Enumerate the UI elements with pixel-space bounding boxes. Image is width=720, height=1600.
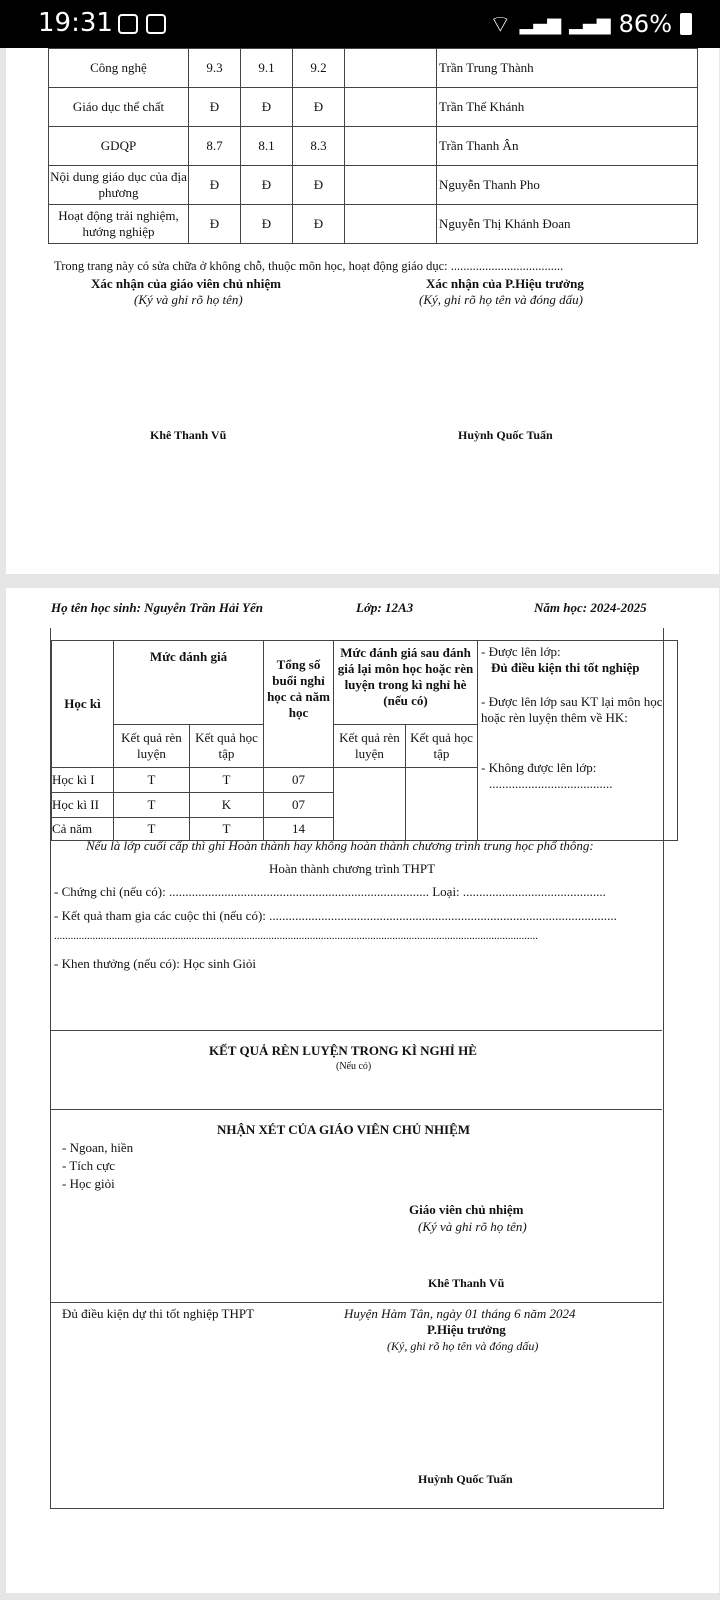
ren-luyen-cell: T (114, 793, 190, 818)
comment-item: - Học giỏi (62, 1176, 115, 1191)
hoc-tap-cell: K (190, 793, 264, 818)
score-hk1-cell: Đ (189, 88, 241, 127)
score-year-cell: Đ (293, 205, 345, 244)
principal-title: P.Hiệu trưởng (427, 1322, 506, 1337)
school-year: Năm học: 2024-2025 (534, 600, 647, 615)
certificate-line: - Chứng chỉ (nếu có): ................................................................................ Loại: ............................................ (54, 884, 606, 899)
student-name: Họ tên học sinh: Nguyễn Trần Hải Yến (51, 600, 263, 615)
gvcn-title: Giáo viên chủ nhiệm (409, 1202, 524, 1217)
summer-sub: (Nếu có) (336, 1061, 372, 1072)
teacher-cell: Trần Trung Thành (437, 49, 698, 88)
ren-luyen-cell: T (114, 768, 190, 793)
subject-row (49, 166, 698, 205)
summer-title: KẾT QUẢ RÈN LUYỆN TRONG KÌ NGHỈ HÈ (209, 1043, 477, 1058)
document-page-2[interactable] (6, 588, 719, 1593)
gallery-icon (118, 14, 138, 34)
status-right (489, 9, 692, 39)
subject-row (49, 88, 698, 127)
hoc-ki-header: Học kì (52, 641, 114, 768)
subject-name-cell: Giáo dục thể chất (49, 88, 189, 127)
ket-qua-hoc-tap-header: Kết quả học tập (190, 725, 264, 768)
retest-cell (345, 166, 437, 205)
principal-name: Huỳnh Quốc Tuấn (418, 1472, 513, 1486)
score-year-cell: Đ (293, 88, 345, 127)
score-hk2-cell: Đ (241, 166, 293, 205)
retest-cell (345, 127, 437, 166)
subject-name-cell: Công nghệ (49, 49, 189, 88)
correction-note: Trong trang này có sửa chữa ở không chỗ, thuộc môn học, hoạt động giáo dục: .................................... (54, 259, 564, 273)
subject-row (49, 127, 698, 166)
subject-name-cell: Hoạt động trải nghiệm, hướng nghiệp (49, 205, 189, 244)
ket-qua-ren-luyen-2-header: Kết quả rèn luyện (334, 725, 406, 768)
subject-name-cell: GDQP (49, 127, 189, 166)
hoc-tap-cell: T (190, 818, 264, 841)
promotion-cell (478, 641, 678, 841)
re-eval-hoc-tap-cell (406, 768, 478, 841)
score-hk2-cell: Đ (241, 205, 293, 244)
status-bar (0, 0, 720, 48)
subject-name-cell: Nội dung giáo dục của địa phương (49, 166, 189, 205)
retest-cell (345, 205, 437, 244)
left-signer: Khê Thanh Vũ (150, 428, 227, 442)
term-cell: Cả năm (52, 818, 114, 841)
ket-qua-hoc-tap-2-header: Kết quả học tập (406, 725, 478, 768)
hoc-tap-cell: T (190, 768, 264, 793)
score-year-cell: 9.2 (293, 49, 345, 88)
teacher-cell: Nguyễn Thanh Pho (437, 166, 698, 205)
subject-row (49, 205, 698, 244)
teacher-cell: Nguyễn Thị Khánh Đoan (437, 205, 698, 244)
khong-duoc-len-lop-dots: ...................................... (489, 776, 613, 791)
signal-icon: ▂▄▆ (519, 13, 562, 35)
left-confirm-title: Xác nhận của giáo viên chủ nhiệm (91, 276, 281, 291)
signal-icon-2: ▂▄▆ (569, 13, 611, 35)
muc-danh-gia-header: Mức đánh giá (114, 641, 264, 725)
status-time: 19:31 (38, 8, 113, 38)
score-year-cell: Đ (293, 166, 345, 205)
final-note: Nếu là lớp cuối cấp thì ghi Hoàn thành hay không hoàn thành chương trình trung học phổ thông: (86, 838, 594, 853)
gvcn-name: Khê Thanh Vũ (428, 1276, 505, 1290)
retest-cell (345, 88, 437, 127)
conduct-table (51, 640, 678, 841)
muc-danh-gia-sau-header: Mức đánh giá sau đánh giá lại môn học hoặc rèn luyện trong kì nghỉ hè (nếu có) (334, 641, 478, 725)
teacher-cell: Trần Thanh Ân (437, 127, 698, 166)
duoc-len-lop-sau: - Được lên lớp sau KT lại môn học hoặc rèn luyện thêm về HK: (481, 694, 663, 725)
play-icon (146, 14, 166, 34)
re-eval-ren-luyen-cell (334, 768, 406, 841)
battery-percent: 86% (618, 10, 672, 38)
right-confirm-title: Xác nhận của P.Hiệu trưởng (426, 276, 584, 291)
competition-line: - Kết quả tham gia các cuộc thi (nếu có): ........................................................................................................... (54, 908, 617, 923)
principal-sub: (Ký, ghi rõ họ tên và đóng dấu) (387, 1339, 539, 1353)
khong-duoc-len-lop: - Không được lên lớp: (481, 760, 597, 775)
divider (50, 1030, 662, 1031)
right-signer: Huỳnh Quốc Tuấn (458, 428, 553, 442)
right-confirm-sub: (Ký, ghi rõ họ tên và đóng dấu) (419, 292, 583, 307)
du-dieu-kien: Đủ điều kiện thi tốt nghiệp (491, 660, 640, 675)
completion-text: Hoàn thành chương trình THPT (269, 861, 436, 876)
subject-row (49, 49, 698, 88)
class-label: Lớp: 12A3 (356, 600, 414, 615)
term-cell: Học kì II (52, 793, 114, 818)
retest-cell (345, 49, 437, 88)
wifi-icon: ⌔ (489, 10, 512, 38)
comment-item: - Tích cực (62, 1158, 116, 1173)
comment-title: NHẬN XÉT CỦA GIÁO VIÊN CHỦ NHIỆM (217, 1122, 471, 1137)
comment-item: - Ngoan, hiền (62, 1140, 134, 1155)
award-line: - Khen thưởng (nếu có): Học sinh Giỏi (54, 956, 257, 971)
battery-icon (680, 13, 692, 35)
nghi-cell: 07 (264, 793, 334, 818)
duoc-len-lop: - Được lên lớp: (481, 644, 561, 659)
ket-qua-ren-luyen-header: Kết quả rèn luyện (114, 725, 190, 768)
tong-so-buoi-nghi-header: Tổng số buổi nghỉ học cả năm học (264, 641, 334, 768)
date-line: Huyện Hàm Tân, ngày 01 tháng 6 năm 2024 (344, 1306, 576, 1321)
nghi-cell: 07 (264, 768, 334, 793)
score-hk2-cell: 8.1 (241, 127, 293, 166)
term-cell: Học kì I (52, 768, 114, 793)
teacher-cell: Trần Thế Khánh (437, 88, 698, 127)
score-year-cell: 8.3 (293, 127, 345, 166)
score-hk2-cell: 9.1 (241, 49, 293, 88)
nghi-cell: 14 (264, 818, 334, 841)
score-hk1-cell: Đ (189, 166, 241, 205)
gvcn-sub: (Ký và ghi rõ họ tên) (418, 1219, 527, 1234)
ren-luyen-cell: T (114, 818, 190, 841)
divider (50, 1302, 662, 1303)
left-confirm-sub: (Ký và ghi rõ họ tên) (134, 292, 243, 307)
score-hk2-cell: Đ (241, 88, 293, 127)
dots-line: ................................................................................................................................................................................ (54, 930, 538, 942)
document-page-1[interactable] (6, 48, 719, 574)
score-hk1-cell: 8.7 (189, 127, 241, 166)
subjects-table (48, 48, 698, 244)
eligible-text: Đủ điều kiện dự thi tốt nghiệp THPT (62, 1306, 255, 1321)
score-hk1-cell: 9.3 (189, 49, 241, 88)
score-hk1-cell: Đ (189, 205, 241, 244)
divider (50, 1109, 662, 1110)
